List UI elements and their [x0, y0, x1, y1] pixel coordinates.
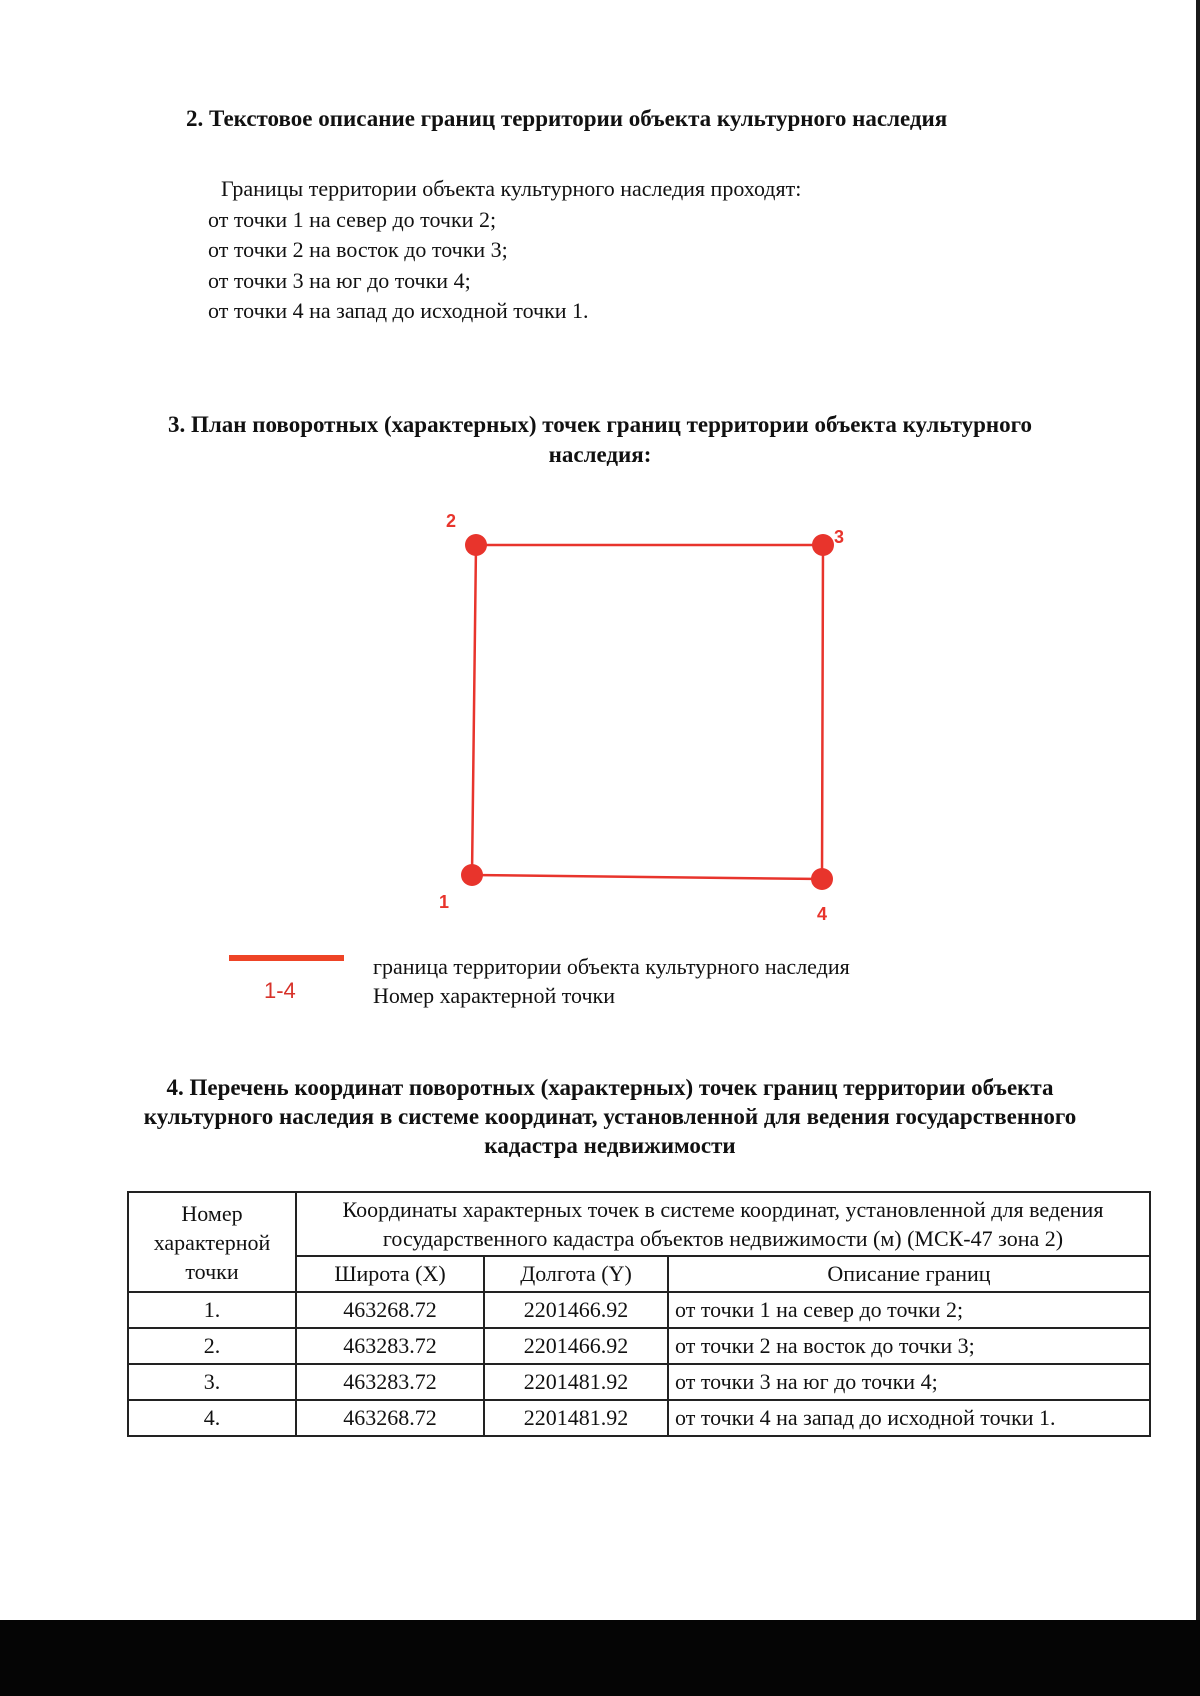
point-3-marker: [812, 534, 834, 556]
point-2-label: 2: [446, 511, 457, 531]
cell-number: 2.: [128, 1328, 296, 1364]
legend-number-sample: 1-4: [264, 978, 296, 1003]
description-line: от точки 4 на запад до исходной точки 1.: [208, 298, 589, 323]
section-3-title: 3. План поворотных (характерных) точек границ территории объекта культурного наследия:: [167, 412, 1033, 467]
cell-number: 4.: [128, 1400, 296, 1436]
header-latitude: Широта (X): [296, 1256, 484, 1292]
header-point-number: Номер характерной точки: [128, 1192, 296, 1292]
cell-x: 463268.72: [296, 1400, 484, 1436]
cell-number: 3.: [128, 1364, 296, 1400]
point-2-marker: [465, 534, 487, 556]
legend-number-text: Номер характерной точки: [373, 983, 615, 1008]
point-4-label: 4: [817, 904, 828, 924]
point-1-marker: [461, 864, 483, 886]
cell-x: 463283.72: [296, 1364, 484, 1400]
section-4-title: 4. Перечень координат поворотных (характерных) точек границ территории объекта культурного наследия в системе координат, установленной для ведения государственного кадастра недвижимости: [143, 1075, 1077, 1158]
cell-description: от точки 2 на восток до точки 3;: [668, 1328, 1150, 1364]
description-line: от точки 2 на восток до точки 3;: [208, 237, 508, 262]
table-row: [128, 1364, 1150, 1400]
description-line: от точки 3 на юг до точки 4;: [208, 267, 471, 293]
cell-description: от точки 3 на юг до точки 4;: [668, 1364, 1150, 1400]
boundary-polygon: [472, 545, 823, 879]
cell-number: 1.: [128, 1292, 296, 1328]
point-4-marker: [811, 868, 833, 890]
coordinates-table: [127, 1191, 1151, 1437]
section-2-title: 2. Текстовое описание границ территории объекта культурного наследия: [186, 106, 948, 131]
cell-y: 2201466.92: [484, 1328, 668, 1364]
cell-description: от точки 1 на север до точки 2;: [668, 1292, 1150, 1328]
table-header-row: [128, 1192, 1150, 1256]
header-description: Описание границ: [668, 1256, 1150, 1292]
point-1-label: 1: [439, 892, 450, 912]
scan-bottom-border: [0, 1620, 1200, 1696]
cell-y: 2201466.92: [484, 1292, 668, 1328]
description-line: от точки 1 на север до точки 2;: [208, 206, 497, 232]
cell-x: 463268.72: [296, 1292, 484, 1328]
header-longitude: Долгота (Y): [484, 1256, 668, 1292]
table-row: [128, 1400, 1150, 1436]
point-3-label: 3: [834, 527, 845, 547]
table-row: [128, 1328, 1150, 1364]
cell-y: 2201481.92: [484, 1400, 668, 1436]
cell-y: 2201481.92: [484, 1364, 668, 1400]
boundary-description: [208, 174, 801, 327]
header-coordinates: Координаты характерных точек в системе координат, установленной для ведения государственного кадастра объектов недвижимости (м) (МСК-47 зона 2): [296, 1192, 1150, 1256]
scan-edge: [1196, 0, 1200, 1620]
cell-x: 463283.72: [296, 1328, 484, 1364]
legend-boundary-swatch: [229, 955, 344, 961]
table-row: [128, 1292, 1150, 1328]
description-line: Границы территории объекта культурного наследия проходят:: [221, 176, 802, 201]
cell-description: от точки 4 на запад до исходной точки 1.: [668, 1400, 1150, 1436]
legend-boundary-text: граница территории объекта культурного наследия: [373, 954, 850, 979]
